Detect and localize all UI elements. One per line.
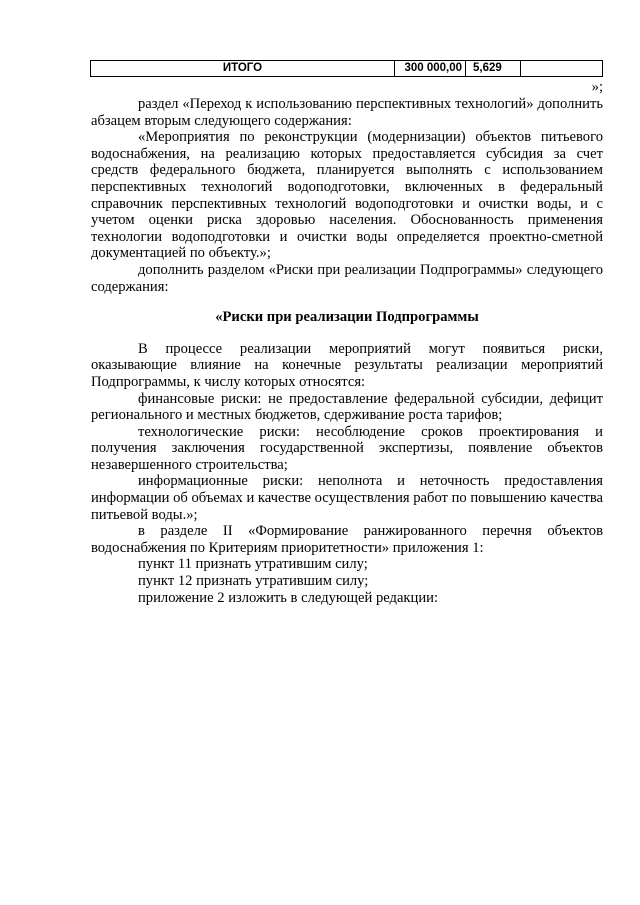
paragraph-appendix-2: приложение 2 изложить в следующей редакции: [138, 589, 438, 606]
paragraph-risks-intro: В процессе реализации мероприятий могут появиться риски, оказывающие влияние на конечные результаты реализации мероприятий Подпрограммы, к числу которых относятся: [91, 340, 603, 390]
total-value-cell: 5,629 [466, 61, 521, 77]
total-label-cell: ИТОГО [91, 61, 395, 77]
document-page [91, 60, 603, 606]
section-heading: «Риски при реализации Подпрограммы [215, 309, 479, 326]
paragraph-add-section: дополнить разделом «Риски при реализации Подпрограммы» следующего содержания: [91, 261, 603, 295]
total-amount-cell: 300 000,00 [395, 61, 466, 77]
paragraph-information-risks: информационные риски: неполнота и неточность предоставления информации об объемах и качестве осуществления работ по повышению качества питьевой воды.»; [91, 473, 603, 523]
paragraph-point-11: пункт 11 признать утратившим силу; [138, 556, 368, 573]
totals-table [90, 60, 603, 77]
table-row [91, 61, 603, 77]
total-empty-cell [521, 61, 603, 77]
paragraph-section-transition: раздел «Переход к использованию перспективных технологий» дополнить абзацем вторым следующего содержания: [91, 96, 603, 129]
paragraph-point-12: пункт 12 признать утратившим силу; [138, 573, 369, 590]
closing-quote-mark: »; [591, 79, 603, 95]
paragraph-financial-risks: финансовые риски: не предоставление федеральной субсидии, дефицит регионального и местных бюджетов, сдерживание роста тарифов; [91, 390, 603, 424]
paragraph-measures-quote: «Мероприятия по реконструкции (модернизации) объектов питьевого водоснабжения, на реализацию которых предоставляется субсидия за счет средств федерального бюджета, планируется выполнять с использованием перспективных технологий водоподготовки, включенных в федеральный справочник перспективных технологий водоподготовки и очистки воды, и с учетом оценки риска здоровью населения. Обоснованность применения технологии водоподготовки и очистки воды определяется проектно-сметной документацией по объекту.»; [91, 129, 603, 262]
paragraph-section-ii: в разделе II «Формирование ранжированного перечня объектов водоснабжения по Критериям приоритетности» приложения 1: [91, 523, 603, 556]
paragraph-technological-risks: технологические риски: несоблюдение сроков проектирования и получения заключения государственной экспертизы, появление объектов незавершенного строительства; [91, 423, 603, 473]
